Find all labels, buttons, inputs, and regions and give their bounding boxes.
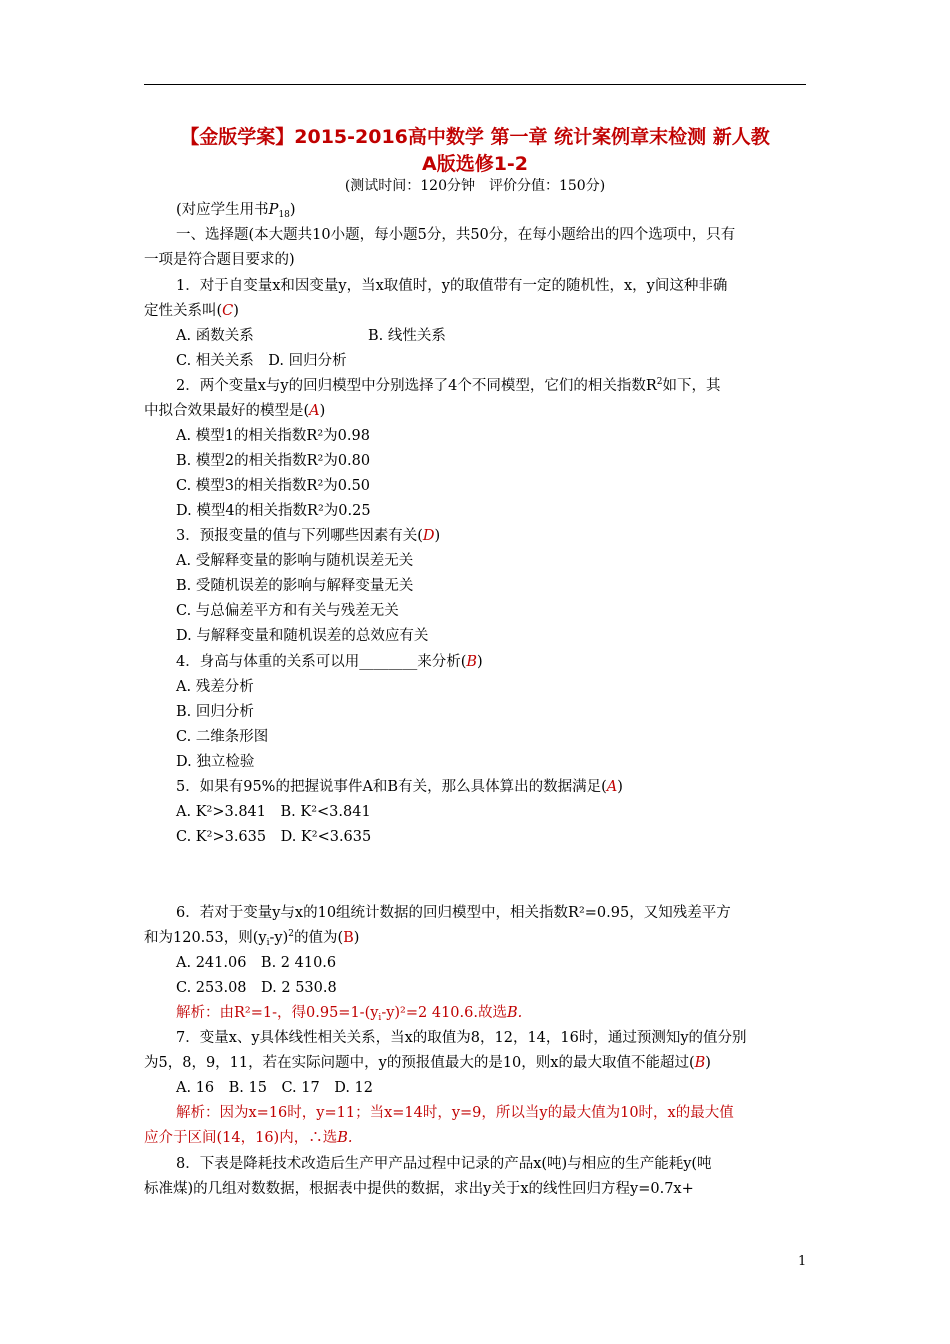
q8-stem-line-1: 8．下表是降耗技术改造后生产甲产品过程中记录的产品x(吨)与相应的生产能耗y(吨	[176, 1156, 712, 1172]
q7-solution-line-1: 解析：因为x=16时，y=11；当x=14时，y=9，所以当y的最大值为10时，x的最大值	[176, 1105, 734, 1121]
q7-stem-line-1: 7．变量x、y具体线性相关关系，当x的取值为8，12，14，16时，通过预测知y的值分别	[176, 1030, 747, 1046]
q7-answer: B	[694, 1055, 706, 1071]
page-title	[144, 124, 806, 178]
q5-stem: 5．如果有95%的把握说事件A和B有关，那么具体算出的数据满足(A)	[176, 779, 623, 795]
q5-options-ab: A. K²>3.841 B. K²<3.841	[176, 804, 371, 820]
q6-options-ab: A. 241.06 B. 2 410.6	[176, 955, 337, 971]
q6-stem-line-1: 6．若对于变量y与x的10组统计数据的回归模型中，相关指数R²=0.95，又知残差平方	[176, 905, 731, 921]
q3-option-b: B. 受随机误差的影响与解释变量无关	[176, 578, 414, 594]
q1-options-cd: C. 相关关系 D. 回归分析	[176, 353, 347, 369]
q4-option-a: A. 残差分析	[176, 679, 254, 695]
header-rule	[144, 84, 806, 85]
q7-stem-line-2: 为5，8，9，11，若在实际问题中，y的预报值最大的是10，则x的最大取值不能超过(B)	[144, 1055, 711, 1071]
title-line-1: 【金版学案】2015-2016高中数学 第一章 统计案例章末检测 新人教	[180, 126, 770, 148]
q1-stem-line-1: 1．对于自变量x和因变量y，当x取值时，y的取值带有一定的随机性，x，y间这种非确	[176, 278, 728, 294]
q2-option-d: D. 模型4的相关指数R²为0.25	[176, 503, 371, 519]
q2-option-b: B. 模型2的相关指数R²为0.80	[176, 453, 371, 469]
q1-option-b: B. 线性关系	[368, 328, 446, 344]
q3-option-c: C. 与总偏差平方和有关与残差无关	[176, 603, 399, 619]
q3-option-a: A. 受解释变量的影响与随机误差无关	[176, 553, 414, 569]
q5-options-cd: C. K²>3.635 D. K²<3.635	[176, 829, 372, 845]
q2-option-c: C. 模型3的相关指数R²为0.50	[176, 478, 371, 494]
q2-stem-line-2: 中拟合效果最好的模型是(A)	[144, 403, 326, 419]
section-intro-line-1: 一、选择题(本大题共10小题，每小题5分，共50分，在每小题给出的四个选项中，只有	[176, 227, 736, 243]
q3-answer: D	[422, 528, 435, 544]
q4-option-c: C. 二维条形图	[176, 729, 269, 745]
q2-stem-line-1: 2．两个变量x与y的回归模型中分别选择了4个不同模型，它们的相关指数$R^2$如下，其	[176, 377, 721, 394]
section-intro-line-2: 一项是符合题目要求的)	[144, 252, 295, 268]
q1-stem-line-2: 定性关系叫(C)	[144, 303, 239, 319]
q8-stem-line-2: 标准煤)的几组对数数据，根据表中提供的数据，求出y关于x的线性回归方程y=0.7x+	[144, 1181, 694, 1197]
q4-option-d: D. 独立检验	[176, 754, 255, 770]
q3-option-d: D. 与解释变量和随机误差的总效应有关	[176, 628, 429, 644]
q2-option-a: A. 模型1的相关指数R²为0.98	[176, 428, 370, 444]
q4-answer: B	[466, 654, 478, 670]
textbook-reference: (对应学生用书$P_{18}$)	[176, 202, 296, 220]
q6-options-cd: C. 253.08 D. 2 530.8	[176, 980, 337, 996]
q2-answer: A	[309, 403, 320, 419]
q4-stem: 4．身高与体重的关系可以用________来分析(B)	[176, 654, 483, 670]
exam-info: (测试时间：120分钟 评价分值：150分)	[344, 178, 606, 194]
q6-stem-line-2: 和为120.53，则$(y_i-y)^2$的值为(B)	[144, 929, 360, 948]
q1-answer: C	[222, 303, 234, 319]
q6-solution: 解析：由R²=1-，得$0.95=1-(y_i-y)^2=2$ 410.6.故选B.	[176, 1005, 523, 1023]
q4-option-b: B. 回归分析	[176, 704, 254, 720]
q1-option-a: A. 函数关系	[176, 328, 254, 344]
q3-stem: 3．预报变量的值与下列哪些因素有关(D)	[176, 528, 441, 544]
q7-options: A. 16 B. 15 C. 17 D. 12	[176, 1080, 373, 1096]
q7-solution-line-2: 应介于区间(14，16)内，∴选B.	[144, 1130, 353, 1146]
page-number: 1	[798, 1254, 807, 1269]
q6-answer: B	[343, 930, 354, 946]
q5-answer: A	[606, 779, 618, 795]
title-line-2: A版选修1-2	[421, 153, 529, 175]
